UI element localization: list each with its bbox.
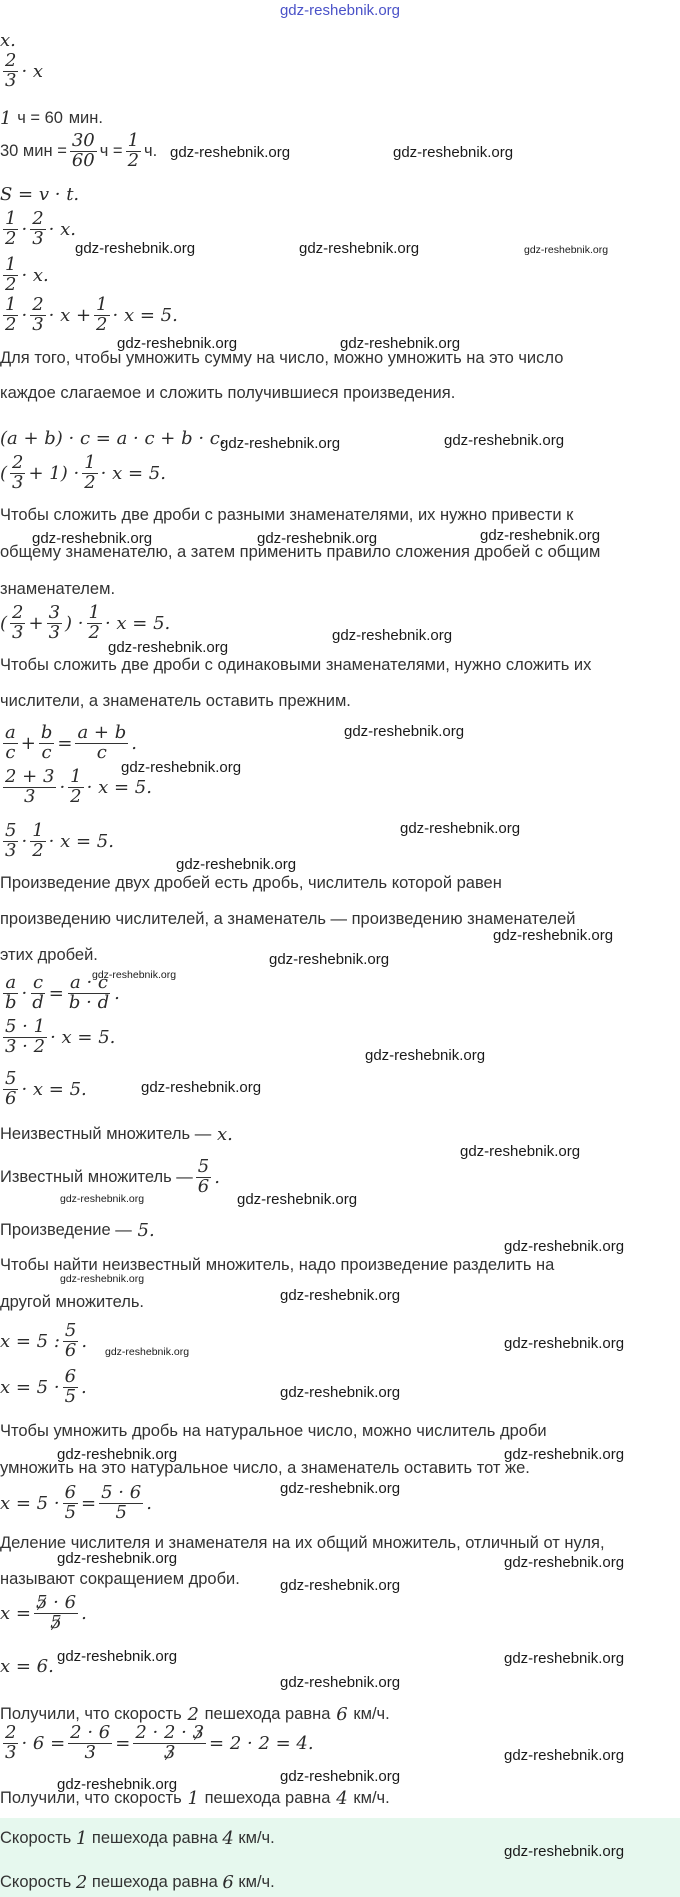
math-line-equation: ( 2 3 + $\frac{3}{3}$ ) · 1 2 · x = 5.: [0, 602, 171, 643]
answer-line-second: Скорость 2 пешехода равна 6 км/ч.: [0, 1872, 275, 1893]
result-speed-first: Получили, что скорость 1 пешехода равна 4 км/ч.: [0, 1788, 390, 1809]
watermark: gdz-reshebnik.org: [400, 820, 521, 837]
math-line-equation: 2 + 3 3 · 1 2 · x = 5.: [5, 766, 152, 807]
math-line-result: x = 6.: [0, 1656, 54, 1677]
watermark: gdz-reshebnik.org: [344, 723, 465, 740]
watermark: gdz-reshebnik.org: [32, 530, 153, 547]
math-line-hour-minutes: 1 ч = 60 мин.: [0, 108, 103, 129]
watermark: gdz-reshebnik.org: [299, 240, 420, 257]
math-line-known-factor: Известный множитель — 5 6 .: [0, 1156, 220, 1197]
watermark: gdz-reshebnik.org: [141, 1079, 262, 1096]
watermark: gdz-reshebnik.org: [280, 1384, 401, 1401]
math-line-x: x.: [0, 30, 16, 51]
fraction: $\frac{1}{2}$: [127, 130, 140, 171]
rule-text-line: числители, а знаменатель оставить прежним.: [0, 692, 351, 710]
rule-text-line: другой множитель.: [0, 1293, 145, 1311]
rule-text-line: каждое слагаемое и сложить получившиеся произведения.: [0, 384, 456, 402]
fraction: $\frac{5 \cdot 6}{5}$: [35, 1592, 77, 1633]
watermark: gdz-reshebnik.org: [75, 240, 196, 257]
watermark: gdz-reshebnik.org: [280, 1287, 401, 1304]
watermark: gdz-reshebnik.org: [280, 1577, 401, 1594]
math-line-equation: ( 2 3 + 1) · 1 2 · x = 5.: [0, 452, 166, 493]
watermark: gdz-reshebnik.org: [480, 527, 601, 544]
watermark: gdz-reshebnik.org: [237, 1191, 358, 1208]
site-watermark[interactable]: gdz-reshebnik.org: [279, 2, 401, 19]
watermark: gdz-reshebnik.org: [504, 1335, 625, 1352]
watermark: gdz-reshebnik.org: [121, 759, 242, 776]
math-line-rule-product: a b · $\frac{c}{d}$ = $\frac{a \cdot c}{b \cdot d}$ .: [5, 972, 120, 1013]
rule-text-line: Чтобы сложить две дроби с одинаковыми знаменателями, нужно сложить их: [0, 656, 592, 674]
watermark: gdz-reshebnik.org: [117, 335, 238, 352]
watermark: gdz-reshebnik.org: [170, 144, 291, 161]
fraction: $\frac{30}{60}$: [71, 130, 95, 171]
watermark: gdz-reshebnik.org: [269, 951, 390, 968]
rule-text-line: умножить на это натуральное число, а знаменатель оставить тот же.: [0, 1459, 530, 1477]
watermark: gdz-reshebnik.org: [257, 530, 378, 547]
math-line-cancellation: x = $\frac{5 \cdot 6}{5}$ .: [0, 1592, 87, 1633]
math-line-division: x = 5 : 5 6 .: [0, 1320, 88, 1361]
cancelled-factor: 5: [50, 1611, 62, 1633]
rule-text-line: Чтобы найти неизвестный множитель, надо произведение разделить на: [0, 1256, 555, 1274]
math-line-equation: 5 3 · 1 2 · x = 5.: [5, 820, 114, 861]
math-line-path-second: 1 2 · x.: [5, 254, 49, 295]
watermark: gdz-reshebnik.org: [60, 1193, 145, 1205]
watermark: gdz-reshebnik.org: [340, 335, 461, 352]
watermark: gdz-reshebnik.org: [176, 856, 297, 873]
watermark: gdz-reshebnik.org: [504, 1747, 625, 1764]
math-line-multiplication: x = 5 · 6 5 .: [0, 1366, 87, 1407]
math-line-equation: 5 6 · x = 5.: [5, 1068, 87, 1109]
rule-text-line: Произведение двух дробей есть дробь, числитель которой равен: [0, 874, 502, 892]
cancelled-factor: 3: [192, 1722, 205, 1743]
watermark: gdz-reshebnik.org: [57, 1446, 178, 1463]
watermark: gdz-reshebnik.org: [57, 1776, 178, 1793]
math-line-formula-s: S = v · t.: [0, 184, 80, 205]
watermark: gdz-reshebnik.org: [365, 1047, 486, 1064]
math-line-product: Произведение — 5.: [0, 1220, 155, 1241]
watermark: gdz-reshebnik.org: [280, 1480, 401, 1497]
watermark: gdz-reshebnik.org: [493, 927, 614, 944]
watermark: gdz-reshebnik.org: [444, 432, 565, 449]
answer-line-first: Скорость 1 пешехода равна 4 км/ч.: [0, 1828, 275, 1849]
cancelled-factor: 3: [163, 1741, 176, 1763]
math-line-two-thirds-x: 2 3 · x: [5, 50, 44, 91]
watermark: gdz-reshebnik.org: [57, 1550, 178, 1567]
math-line-distributive: (a + b) · c = a · c + b · c.: [0, 428, 226, 449]
rule-text-line: общему знаменателю, а затем применить правило сложения дробей с общим: [0, 543, 601, 561]
watermark: gdz-reshebnik.org: [92, 969, 177, 981]
watermark: gdz-reshebnik.org: [105, 1346, 190, 1358]
watermark: gdz-reshebnik.org: [504, 1843, 625, 1860]
watermark: gdz-reshebnik.org: [57, 1648, 178, 1665]
watermark: gdz-reshebnik.org: [504, 1238, 625, 1255]
watermark: gdz-reshebnik.org: [280, 1768, 401, 1785]
math-line-30-min: 30 мин = $\frac{30}{60}$ ч = $\frac{1}{2}$ ч.: [0, 130, 158, 171]
watermark: gdz-reshebnik.org: [524, 244, 609, 256]
watermark: gdz-reshebnik.org: [60, 1273, 145, 1285]
watermark: gdz-reshebnik.org: [504, 1554, 625, 1571]
watermark: gdz-reshebnik.org: [504, 1446, 625, 1463]
watermark: gdz-reshebnik.org: [108, 639, 229, 656]
math-line-equation: 1 2 · 2 3 · x + $\frac{1}{2}$ · x = 5.: [5, 294, 178, 335]
rule-text-line: знаменателем.: [0, 580, 116, 598]
watermark: gdz-reshebnik.org: [393, 144, 514, 161]
rule-text-line: этих дробей.: [0, 946, 98, 964]
math-line-speed-first: 2 3 · 6 = $\frac{2 \cdot 6}{3}$ = $\frac{2 \cdot 2 \cdot 3}{3}$ = 2 · 2 = 4.: [5, 1722, 314, 1763]
math-line-fraction-times-number: x = 5 · $\frac{6}{5}$ = $\frac{5 \cdot 6}{5}$ .: [0, 1482, 152, 1523]
cancelled-factor: 5: [35, 1592, 48, 1613]
watermark: gdz-reshebnik.org: [280, 1674, 401, 1691]
math-line-equation: 5 · 1 3 · 2 · x = 5.: [5, 1016, 116, 1057]
watermark: gdz-reshebnik.org: [460, 1143, 581, 1160]
math-line-unknown-factor: Неизвестный множитель — x.: [0, 1124, 233, 1145]
rule-text-line: Для того, чтобы умножить сумму на число, можно умножить на это число: [0, 349, 564, 367]
rule-text-line: Деление числителя и знаменателя на их общий множитель, отличный от нуля,: [0, 1534, 605, 1552]
rule-text-line: Чтобы умножить дробь на натуральное число, можно числитель дроби: [0, 1422, 547, 1440]
result-speed-second: Получили, что скорость 2 пешехода равна 6 км/ч.: [0, 1704, 390, 1725]
math-line-path-first: 1 2 · 2 3 · x.: [5, 208, 76, 249]
rule-text-line: Чтобы сложить две дроби с разными знаменателями, их нужно привести к: [0, 506, 574, 524]
rule-text-line: произведению числителей, а знаменатель — произведению знаменателей: [0, 910, 576, 928]
math-line-rule-same-denominator: a c + $\frac{b}{c}$ = $\frac{a + b}{c}$ .: [5, 722, 137, 763]
watermark: gdz-reshebnik.org: [504, 1650, 625, 1667]
fraction: 2 3: [5, 50, 17, 91]
watermark: gdz-reshebnik.org: [220, 435, 341, 452]
rule-text-line: называют сокращением дроби.: [0, 1570, 240, 1588]
watermark: gdz-reshebnik.org: [332, 627, 453, 644]
